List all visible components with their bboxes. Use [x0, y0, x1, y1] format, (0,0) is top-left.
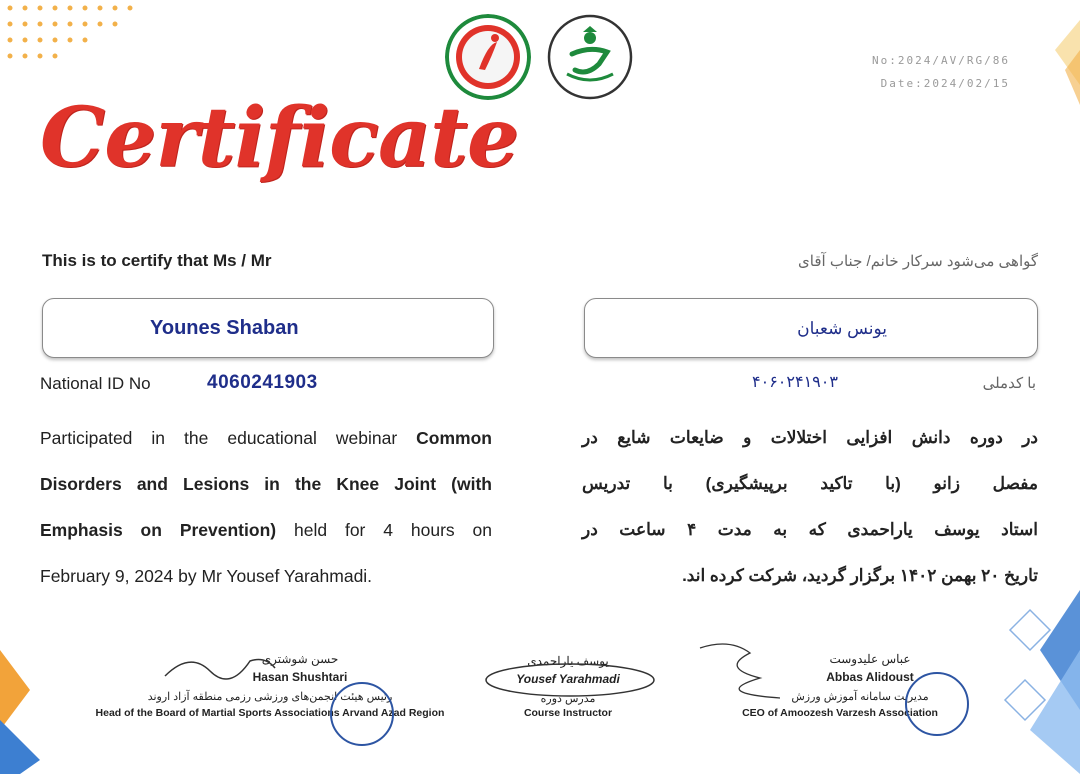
body-text-en: [40, 415, 492, 599]
signature-block-instructor: [478, 654, 658, 719]
signature-scribble: [690, 638, 810, 708]
signer-title-fa: رئیس هیئت انجمن‌های ورزشی رزمی منطقه آزاد اروند: [147, 691, 393, 703]
certificate-number: No:2024/AV/RG/86: [872, 54, 1010, 67]
signer-name-fa: یوسف یاراحمدی: [527, 654, 609, 668]
body-fa-line-4: تاریخ ۲۰ بهمن ۱۴۰۲ برگزار گردید، شرکت کرده اند.: [682, 566, 1038, 585]
signature-block-ceo: [710, 652, 970, 719]
signature-block-head-of-board: [60, 652, 480, 719]
signer-name-fa: عباس علیدوست: [829, 652, 911, 666]
martial-sports-logo: [445, 14, 531, 100]
signer-title-en: Course Instructor: [523, 707, 613, 719]
association-stamp: [330, 682, 394, 746]
body-en-line-4: February 9, 2024 by Mr Yousef Yarahmadi.: [40, 566, 373, 586]
national-id-value-fa: ۴۰۶۰۲۴۱۹۰۳: [752, 374, 838, 391]
body-fa-line-3: استاد یوسف یاراحمدی که به مدت ۴ ساعت در: [582, 520, 1038, 539]
body-en-line-2: Disorders and Lesions in the Knee Joint (with: [40, 474, 492, 494]
signer-name-fa: حسن شوشتری: [261, 652, 339, 666]
body-fa-line-1: در دوره دانش افزایی اختلالات و ضایعات شایع در: [582, 428, 1038, 447]
signer-title-fa: مدرس دوره: [540, 693, 596, 705]
signature-scribble: [160, 646, 280, 686]
national-id-label-fa: با کدملی: [982, 375, 1036, 392]
intro-text-fa: گواهی می‌شود سرکار خانم/ جناب آقای: [798, 253, 1038, 270]
decorative-dots: [0, 0, 140, 70]
national-id-label-en: National ID No: [40, 374, 151, 393]
certificate-date: Date:2024/02/15: [880, 77, 1010, 90]
intro-text-en: This is to certify that Ms / Mr: [42, 251, 272, 270]
recipient-name-box-fa: [584, 298, 1038, 358]
recipient-name-en: Younes Shaban: [150, 317, 299, 339]
body-fa-line-2: مفصل زانو (با تاکید برپیشگیری) با تدریس: [582, 474, 1038, 493]
body-text-fa: [582, 415, 1038, 599]
recipient-name-fa: یونس شعبان: [797, 319, 887, 338]
signer-title-en: CEO of Amoozesh Varzesh Association: [742, 707, 938, 719]
signer-name-en: Yousef Yarahmadi: [516, 672, 620, 686]
signer-name-en: Hasan Shushtari: [252, 670, 348, 684]
national-id-value-en: 4060241903: [207, 372, 318, 393]
certificate-title: Certificate: [40, 90, 519, 186]
signer-title-en: Head of the Board of Martial Sports Associations Arvand Azad Region: [95, 707, 445, 719]
body-en-line-1: Participated in the educational webinar Common: [40, 428, 492, 448]
ceo-stamp: [905, 672, 969, 736]
amoozesh-varzesh-logo: [547, 14, 633, 100]
decorative-corner-bottom-right: [1000, 590, 1080, 774]
signer-title-fa: مدیریت سامانه آموزش ورزش: [791, 691, 929, 703]
decorative-corner-top-right: [1040, 10, 1080, 120]
decorative-corner-bottom-left: [0, 640, 60, 774]
signer-name-en: Abbas Alidoust: [826, 670, 914, 684]
body-en-line-3: Emphasis on Prevention) held for 4 hours on: [40, 520, 492, 540]
signature-oval: [483, 660, 658, 700]
recipient-name-box-en: [42, 298, 494, 358]
